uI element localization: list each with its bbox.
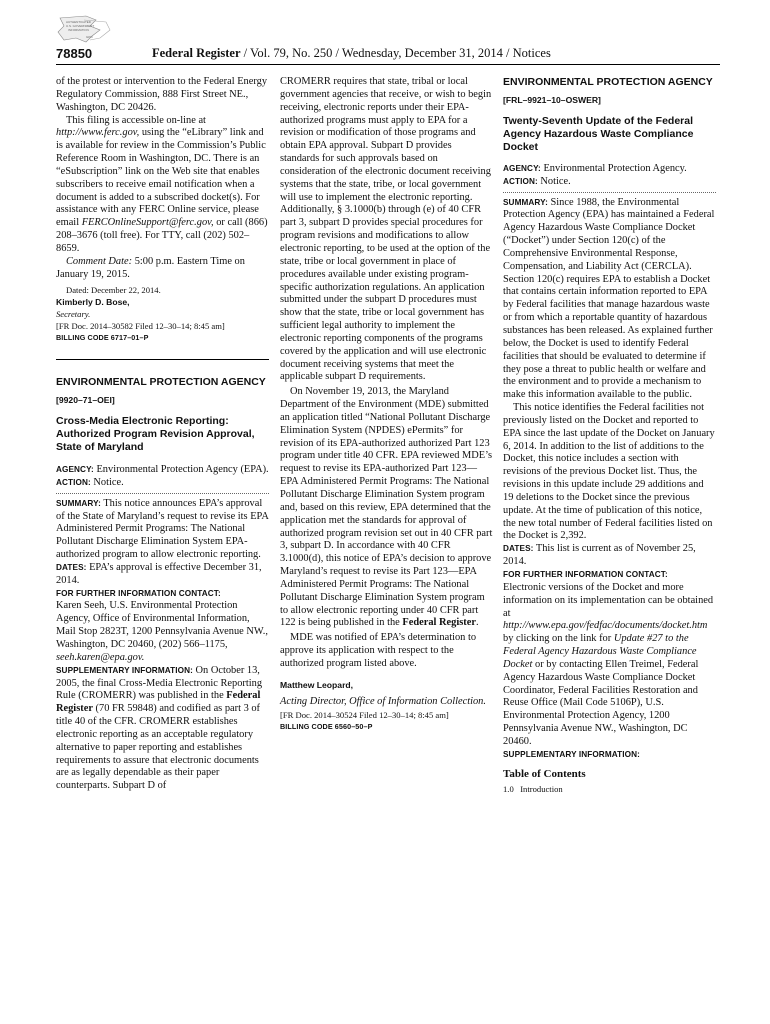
signer-title: Secretary. <box>56 309 91 320</box>
update-27-link[interactable]: Update #27 to the Federal Agency Hazardous Waste Compliance Docket <box>503 633 697 670</box>
paragraph: This notice identifies the Federal facilities not previously listed on the Docket and reported to EPA since the last update of the Docket on January 6, 2014. In addition to the list of additions to the Docket, this notice includes a section with revisions of the previous Docket list. Thus, the revisions in this update include 29 additions and 19 deletions to the Docket since the previous update. At the time of publication of this notice, the new total number of Federal facilities listed on the Docket is 2,392. <box>503 402 715 542</box>
notice-title: Twenty-Seventh Update of the Federal Agency Hazardous Waste Compliance Docket <box>503 114 694 153</box>
svg-text:INFORMATION: INFORMATION <box>68 28 89 32</box>
agency-line: AGENCY: Environmental Protection Agency. <box>503 162 687 174</box>
contact-email-link[interactable]: seeh.karen@epa.gov. <box>56 651 145 663</box>
ferc-email-link[interactable]: FERCOnlineSupport@ferc.gov, <box>81 217 214 229</box>
dates-paragraph: DATES: This list is current as of November 25, 2014. <box>503 543 696 568</box>
contact-paragraph: Karen Seeh, U.S. Environmental Protection Agency, Office of Environmental Information, Mail Stop 2823T, 1200 Pennsylvania Avenue NW., Washington, DC 20460, (202) 566–1175, seeh.karen@epa.gov. <box>56 600 268 663</box>
dotted-divider <box>503 192 716 193</box>
running-header <box>56 46 720 62</box>
toc-item: 1.0 Introduction <box>503 783 563 794</box>
supplementary-paragraph: SUPPLEMENTARY INFORMATION: On October 13, 2005, the final Cross-Media Electronic Reporting Rule (CROMERR) was published in the Federal Register (70 FR 59848) and codified as part 3 of title 40 of the CFR. CROMERR establishes electronic reporting as an acceptable regulatory alternative to paper reporting and establishes requirements to assure that electronic documents are as legally dependable as their paper counterparts. Subpart D of <box>56 664 263 792</box>
paragraph: of the protest or intervention to the Federal Energy Regulatory Commission, 888 First Street NE., Washington, DC 20426. <box>56 76 268 113</box>
journal-name: Federal Register <box>152 46 241 60</box>
summary-paragraph: SUMMARY: Since 1988, the Environmental Protection Agency (EPA) has maintained a Federal Agency Hazardous Waste Compliance Docket (“Docket”) under Section 120(c) of the Comprehensive Environmental Response, Compensation, and Liability Act (CERCLA). Section 120(c) requires EPA to establish a Docket that contains certain information reported to EPA by Federal facilities that manage hazardous waste or from which a reportable quantity of hazardous substances has been released. As explained further below, the Docket is used to identify Federal facilities that should be evaluated to determine if they pose a threat to public health or welfare and the environment and to provide a mechanism to make this information available to the public. <box>503 196 715 401</box>
agency-line: AGENCY: Environmental Protection Agency (EPA). <box>56 464 269 476</box>
fr-doc-line: [FR Doc. 2014–30524 Filed 12–30–14; 8:45 am] <box>280 709 449 720</box>
ferc-url-link[interactable]: http://www.ferc.gov, <box>56 127 140 139</box>
column-1 <box>56 76 269 793</box>
contact-label: FOR FURTHER INFORMATION CONTACT: <box>56 588 221 598</box>
volume-info: / Vol. 79, No. 250 / Wednesday, December 31, 2014 / Notices <box>240 46 551 60</box>
toc-heading: Table of Contents <box>503 767 586 780</box>
gpo-authenticated-seal <box>56 14 116 44</box>
paragraph: This filing is accessible on-line at http://www.ferc.gov, using the “eLibrary” link and is available for review in the Commission’s Public Reference Room in Washington, DC. There is an “eSubscription” link on the Web site that enables subscribers to receive email notification when a document is added to a subscribed docket(s). For assistance with any FERC Online service, please email FERCOnlineSupport@ferc.gov, or call (866) 208–3676 (toll free). For TTY, call (202) 502–8659. <box>56 114 268 254</box>
comment-date: Comment Date: 5:00 p.m. Eastern Time on January 19, 2015. <box>56 255 245 280</box>
action-line: ACTION: Notice. <box>503 175 571 187</box>
svg-text:U.S. GOVERNMENT: U.S. GOVERNMENT <box>66 24 95 28</box>
agency-heading: ENVIRONMENTAL PROTECTION AGENCY <box>503 76 713 88</box>
fr-doc-line: [FR Doc. 2014–30582 Filed 12–30–14; 8:45 am] <box>56 321 225 332</box>
docket-number: [FRL–9921–10–OSWER] <box>503 95 601 105</box>
agency-heading: ENVIRONMENTAL PROTECTION AGENCY <box>56 376 266 389</box>
dates-paragraph: DATES: EPA’s approval is effective December 31, 2014. <box>56 561 262 586</box>
billing-code: BILLING CODE 6717–01–P <box>56 333 149 343</box>
supplementary-label: SUPPLEMENTARY INFORMATION: <box>503 749 640 759</box>
contact-label: FOR FURTHER INFORMATION CONTACT: <box>503 570 668 579</box>
billing-code: BILLING CODE 6560–50–P <box>280 721 373 731</box>
paragraph: On November 19, 2013, the Maryland Department of the Environment (MDE) submitted an application titled “National Pollutant Discharge Elimination System (NPDES) ePermits” for revision of its EPA-authorized authorized Part 123 program under title 40 CFR. EPA reviewed MDE’s request to revise its EPA-authorized Part 123—EPA Administered Permit Programs: The National Pollutant Discharge Elimination System program and, based on this review, EPA determined that the application met the standards for approval of authorized program revision set out in 40 CFR part 3, subpart D. In accordance with 40 CFR 3.1000(d), this notice of EPA’s decision to approve Maryland’s request to revise its Part 123—EPA Administered Permit Programs: The National Pollutant Discharge Elimination System program to allow electronic reporting under 40 CFR part 122 is being published in the Federal Register. <box>280 386 493 629</box>
docket-url-link[interactable]: http://www.epa.gov/fedfac/documents/docket.htm <box>503 620 708 632</box>
svg-text:AUTHENTICATED: AUTHENTICATED <box>66 20 91 24</box>
header-rule <box>56 64 720 65</box>
notice-title: Cross-Media Electronic Reporting: Authorized Program Revision Approval, State of Maryland <box>56 415 255 454</box>
running-title <box>152 46 551 61</box>
section-divider <box>56 359 269 360</box>
contact-paragraph: Electronic versions of the Docket and more information on its implementation can be obtained at http://www.epa.gov/fedfac/documents/docket.htm by clicking on the link for Update #27 to the Federal Agency Hazardous Waste Compliance Docket or by contacting Ellen Treimel, Federal Agency Hazardous Waste Compliance Docket Coordinator, Federal Facilities Restoration and Reuse Office (Mail Code 5106P), U.S. Environmental Protection Agency, 1200 Pennsylvania Avenue NW., Washington, DC 20460. <box>503 581 714 747</box>
svg-text:GPO: GPO <box>86 35 93 39</box>
paragraph: CROMERR requires that state, tribal or local government agencies that receive, or wish to begin receiving, electronic reports under their EPA-authorized programs must apply to EPA for a revision or modification of those programs and obtain EPA approval. Subpart D provides standards for such approvals based on consideration of the electronic document receiving systems that the state, tribe, or local government will use to implement the electronic reporting. Additionally, § 3.1000(b) through (e) of 40 CFR part 3, subpart D provides special procedures for program revisions and modifications to allow electronic reporting, to be used at the option of the state, tribe or local government in place of procedures available under existing program-specific authorization regulations. An application submitted under the subpart D procedures must show that the state, tribe or local government has sufficient legal authority to implement the electronic reporting components of the programs covered by the application and will use electronic document receiving systems that meet the applicable subpart D requirements. <box>280 76 492 383</box>
paragraph: MDE was notified of EPA’s determination to approve its application with respect to the authorized program listed above. <box>280 632 477 669</box>
signer-name: Matthew Leopard, <box>280 679 354 690</box>
column-2 <box>280 76 493 733</box>
page-number: 78850 <box>56 46 93 61</box>
dated-line: Dated: December 22, 2014. <box>66 284 161 295</box>
docket-number: [9920–71–OEI] <box>56 395 115 406</box>
summary-paragraph: SUMMARY: This notice announces EPA’s approval of the State of Maryland’s request to revise its EPA Administered Permit Programs: The National Pollutant Discharge Elimination System EPA-authorized program to allow electronic reporting. <box>56 497 269 561</box>
action-line: ACTION: Notice. <box>56 476 124 488</box>
signer-name: Kimberly D. Bose, <box>56 296 130 307</box>
dotted-divider <box>56 493 269 494</box>
column-3 <box>503 76 716 795</box>
signer-title: Acting Director, Office of Information Collection. <box>280 695 486 707</box>
